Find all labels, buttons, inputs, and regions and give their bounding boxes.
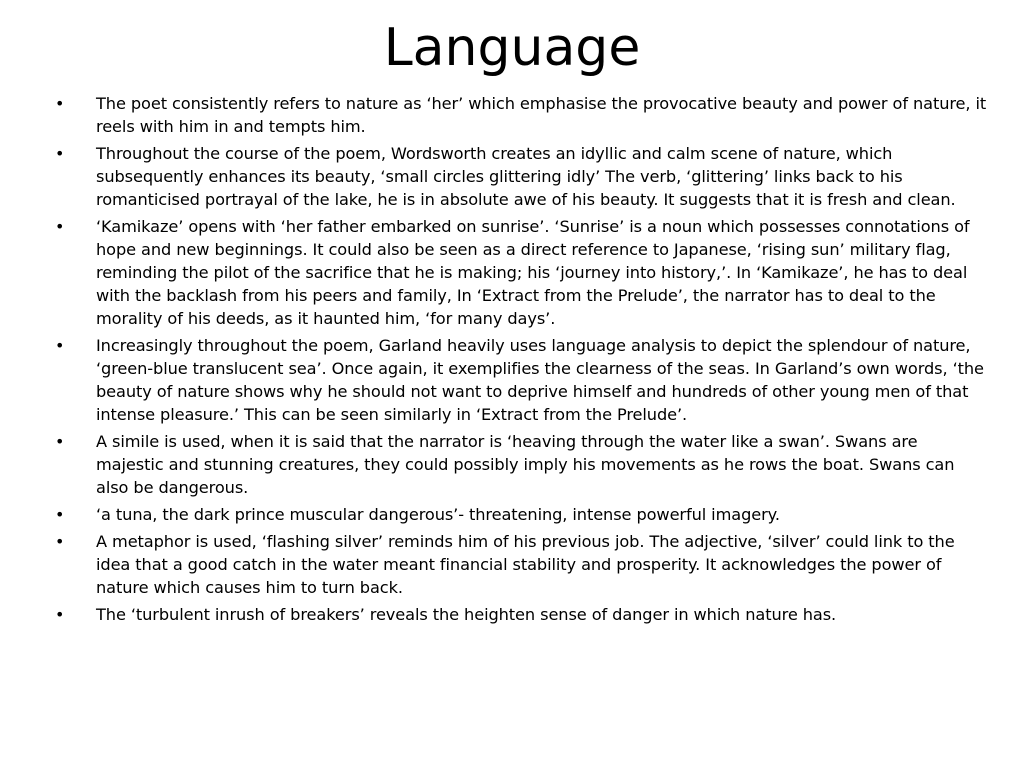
- bullet-item: [0, 92, 1024, 138]
- bullet-dot-icon: •: [55, 505, 65, 524]
- bullet-item: [0, 430, 1024, 499]
- bullet-dot-icon: •: [55, 532, 65, 551]
- bullet-dot-icon: •: [55, 336, 65, 355]
- bullet-text: The ‘turbulent inrush of breakers’ reveals the heighten sense of danger in which nature has.: [96, 605, 837, 624]
- bullet-dot-icon: •: [55, 605, 65, 624]
- bullet-dot-icon: •: [55, 144, 65, 163]
- bullet-text: Increasingly throughout the poem, Garland heavily uses language analysis to depict the splendour of nature, ‘green-blue translucent sea’. Once again, it exemplifies the clearness of the seas. In Garland’s own words, ‘the beauty of nature shows why he should not want to deprive himself and hundreds of other young men of that intense pleasure.’ This can be seen similarly in ‘Extract from the Prelude’.: [96, 336, 984, 424]
- slide-title: Language: [383, 18, 641, 78]
- bullet-text: The poet consistently refers to nature as ‘her’ which emphasise the provocative beauty and power of nature, it reels with him in and tempts him.: [96, 94, 987, 136]
- bullet-item: [0, 334, 1024, 426]
- bullet-text: ‘Kamikaze’ opens with ‘her father embarked on sunrise’. ‘Sunrise’ is a noun which possesses connotations of hope and new beginnings. It could also be seen as a direct reference to Japanese, ‘rising sun’ military flag, reminding the pilot of the sacrifice that he is making; his ‘journey into history,’. In ‘Kamikaze’, he has to deal with the backlash from his peers and family, In ‘Extract from the Prelude’, the narrator has to deal to the morality of his deeds, as it haunted him, ‘for many days’.: [96, 217, 970, 328]
- bullet-item: [0, 503, 1024, 526]
- bullet-text: A simile is used, when it is said that the narrator is ‘heaving through the water like a swan’. Swans are majestic and stunning creatures, they could possibly imply his movements as he rows the boat. Swans can also be dangerous.: [96, 432, 955, 497]
- bullet-item: [0, 603, 1024, 626]
- bullet-dot-icon: •: [55, 432, 65, 451]
- bullet-item: [0, 530, 1024, 599]
- bullet-text: A metaphor is used, ‘flashing silver’ reminds him of his previous job. The adjective, ‘silver’ could link to the idea that a good catch in the water meant financial stability and prosperity. It acknowledges the power of nature which causes him to turn back.: [96, 532, 955, 597]
- bullet-text: ‘a tuna, the dark prince muscular dangerous’- threatening, intense powerful imagery.: [96, 505, 780, 524]
- bullet-list: [0, 92, 1024, 630]
- bullet-item: [0, 215, 1024, 330]
- bullet-dot-icon: •: [55, 217, 65, 236]
- bullet-dot-icon: •: [55, 94, 65, 113]
- bullet-item: [0, 142, 1024, 211]
- bullet-text: Throughout the course of the poem, Wordsworth creates an idyllic and calm scene of nature, which subsequently enhances its beauty, ‘small circles glittering idly’ The verb, ‘glittering’ links back to his romanticised portrayal of the lake, he is in absolute awe of his beauty. It suggests that it is fresh and clean.: [96, 144, 956, 209]
